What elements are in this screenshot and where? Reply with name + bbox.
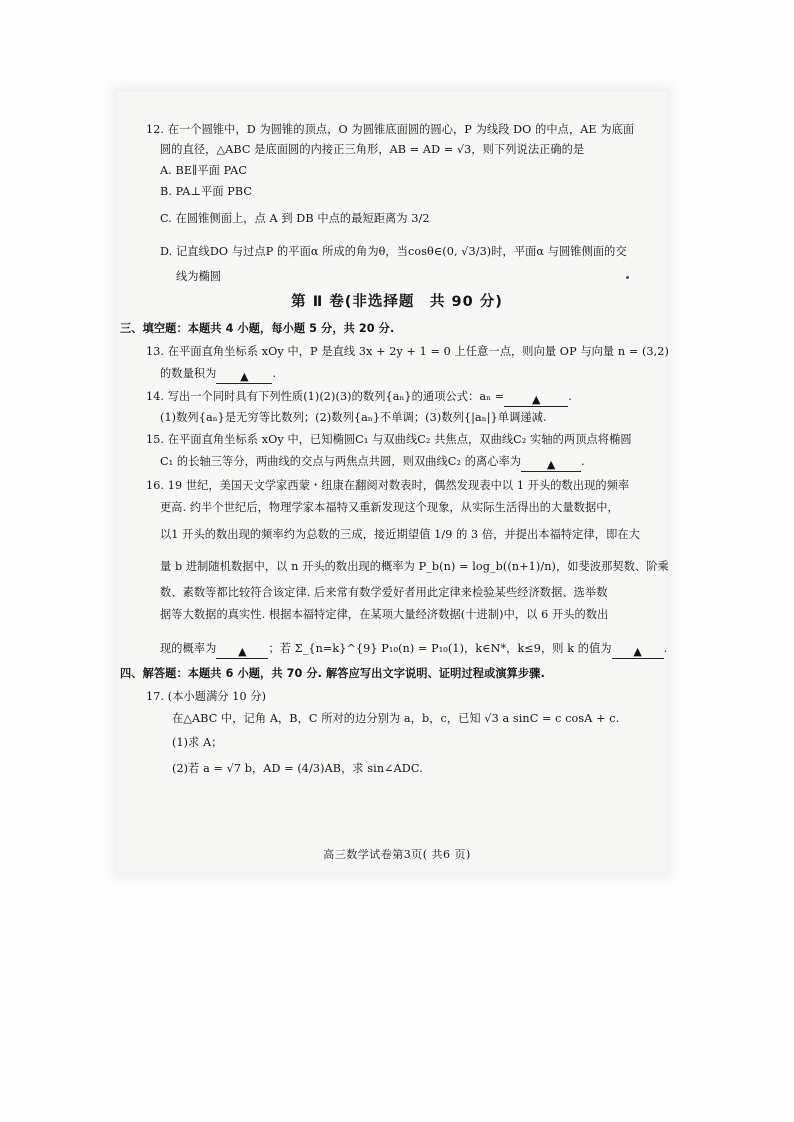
q16-line-1: 16. 19 世纪，美国天文学家西蒙・纽康在翻阅对数表时，偶然发现表中以 1 开头的数出现的频率 <box>146 479 630 492</box>
q12-option-b: B. PA⊥平面 PBC <box>160 185 253 198</box>
q15-line-1: 15. 在平面直角坐标系 xOy 中，已知椭圆C₁ 与双曲线C₂ 共焦点，双曲线C₂ 实轴的两顶点将椭圆 <box>146 433 632 446</box>
q16-text-b: ；若 Σ_{n=k}^{9} P₁₀(n) = P₁₀(1)，k∈N*，k≤9，则 k 的值为 <box>268 642 612 655</box>
part-3-header: 三、填空题：本题共 4 小题，每小题 5 分，共 20 分. <box>120 322 395 335</box>
answer-blank-q16-a: ▲ <box>216 645 268 659</box>
q15-text: C₁ 的长轴三等分，两曲线的交点与两焦点共圆，则双曲线C₂ 的离心率为 <box>160 455 522 468</box>
scan-speck <box>626 276 629 279</box>
answer-blank-q14: ▲ <box>504 393 568 407</box>
q13-line-2: 的数量积为 ▲ . <box>160 367 277 383</box>
q13-line-1: 13. 在平面直角坐标系 xOy 中，P 是直线 3x + 2y + 1 = 0 上任意一点，则向量 OP 与向量 n = (3,2) <box>146 345 669 358</box>
q17-part-2: (2)若 a = √7 b，AD = (4/3)AB，求 sin∠ADC. <box>172 762 423 775</box>
q12-option-d-line-1: D. 记直线DO 与过点P 的平面α 所成的角为θ，当cosθ∈(0, √3/3)时，平面α 与圆锥侧面的交 <box>160 245 627 258</box>
answer-blank-q15: ▲ <box>521 458 581 472</box>
q15-line-2: C₁ 的长轴三等分，两曲线的交点与两焦点共圆，则双曲线C₂ 的离心率为 ▲ . <box>160 455 585 471</box>
q17-line-1: 在△ABC 中，记角 A，B，C 所对的边分别为 a，b，c，已知 √3 a sinC = c cosA + c. <box>172 712 620 725</box>
page-footer: 高三数学试卷第3页( 共6 页) <box>323 848 471 861</box>
answer-blank-q13: ▲ <box>216 370 272 384</box>
q12-option-c: C. 在圆锥侧面上，点 A 到 DB 中点的最短距离为 3/2 <box>160 212 430 225</box>
q12-option-a: A. BE∥平面 PAC <box>160 164 248 177</box>
q14-text: 14. 写出一个同时具有下列性质(1)(2)(3)的数列{aₙ}的通项公式：aₙ = <box>146 390 505 403</box>
q16-line-3: 以1 开头的数出现的频率约为总数的三成，接近期望值 1/9 的 3 倍，并提出本福特定律，即在大 <box>160 528 640 541</box>
q12-line-2: 圆的直径，△ABC 是底面圆的内接正三角形，AB = AD = √3，则下列说法正确的是 <box>160 143 585 156</box>
q16-line-6: 据等大数据的真实性. 根据本福特定律，在某项大量经济数据(十进制)中，以 6 开头的数出 <box>160 608 609 621</box>
answer-blank-q16-b: ▲ <box>612 645 664 659</box>
q12-option-d-line-2: 线为椭圆 <box>176 270 222 283</box>
q17-part-1: (1)求 A； <box>172 736 223 749</box>
part-4-header: 四、解答题：本题共 6 小题，共 70 分. 解答应写出文字说明、证明过程或演算步骤. <box>120 667 545 680</box>
q17-title: 17. (本小题满分 10 分) <box>146 690 267 703</box>
q13-text: 的数量积为 <box>160 367 217 380</box>
q16-line-2: 更高. 约半个世纪后，物理学家本福特又重新发现这个现象，从实际生活得出的大量数据中， <box>160 501 619 514</box>
q16-line-4: 量 b 进制随机数据中，以 n 开头的数出现的概率为 P_b(n) = log_b((n+1)/n)，如斐波那契数、阶乘 <box>160 560 669 573</box>
q14-line-2: (1)数列{aₙ}是无穷等比数列；(2)数列{aₙ}不单调；(3)数列{|aₙ|}单调递减. <box>160 411 547 424</box>
section-2-title: 第 Ⅱ 卷(非选择题 共 90 分) <box>291 294 503 310</box>
q16-text-a: 现的概率为 <box>160 642 217 655</box>
q12-line-1: 12. 在一个圆锥中，D 为圆锥的顶点，O 为圆锥底面圆的圆心，P 为线段 DO 的中点，AE 为底面 <box>146 123 635 136</box>
q16-line-7: 现的概率为 ▲ ；若 Σ_{n=k}^{9} P₁₀(n) = P₁₀(1)，k∈N*，k≤9，则 k 的值为 ▲ . <box>160 642 668 658</box>
q16-line-5: 数、素数等都比较符合该定律. 后来常有数学爱好者用此定律来检验某些经济数据、选举数 <box>160 586 608 599</box>
q14-line-1: 14. 写出一个同时具有下列性质(1)(2)(3)的数列{aₙ}的通项公式：aₙ = ▲ . <box>146 390 572 406</box>
